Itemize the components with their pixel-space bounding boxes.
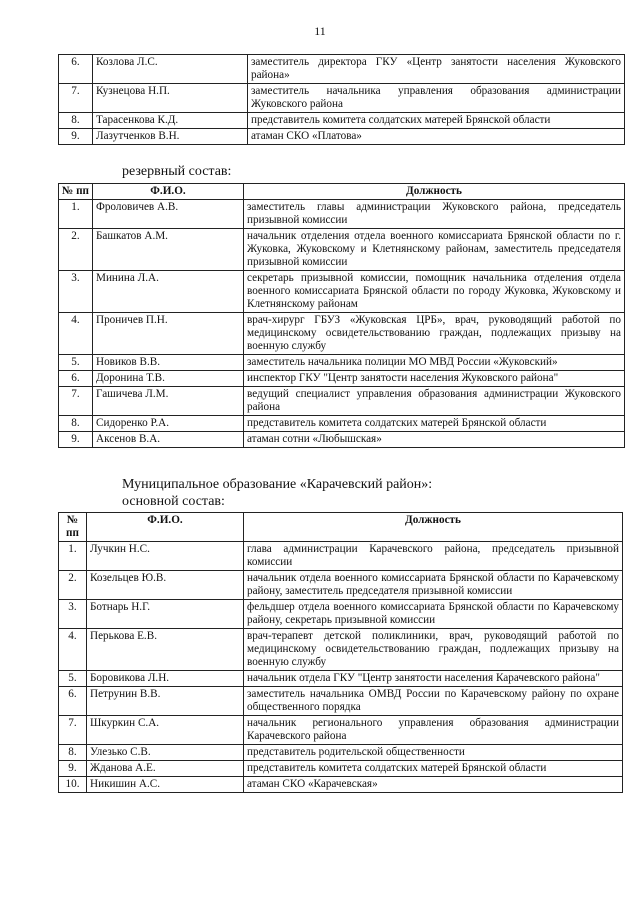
person-position: врач-хирург ГБУЗ «Жуковская ЦРБ», врач, руководящий работой по медицинскому освидетельствованию граждан, подлежащих призыву на военную службу — [244, 313, 625, 355]
person-position: начальник отдела ГКУ "Центр занятости населения Карачевского района" — [244, 671, 623, 687]
table-row — [59, 629, 623, 671]
row-number: 5. — [59, 355, 93, 371]
table-row — [59, 387, 625, 416]
table-reserve-composition — [58, 183, 625, 448]
person-position: атаман СКО «Карачевская» — [244, 777, 623, 793]
person-position: ведущий специалист управления образования администрации Жуковского района — [244, 387, 625, 416]
person-position: заместитель главы администрации Жуковского района, председатель призывной комиссии — [244, 200, 625, 229]
person-name: Башкатов А.М. — [93, 229, 244, 271]
table-row — [59, 55, 625, 84]
person-position: атаман сотни «Любышская» — [244, 432, 625, 448]
row-number: 4. — [59, 629, 87, 671]
person-name: Тарасенкова К.Д. — [93, 113, 248, 129]
person-position: заместитель начальника управления образования администрации Жуковского района — [248, 84, 625, 113]
table-row — [59, 745, 623, 761]
table-row — [59, 542, 623, 571]
row-number: 10. — [59, 777, 87, 793]
row-number: 7. — [59, 387, 93, 416]
person-name: Жданова А.Е. — [87, 761, 244, 777]
person-name: Фроловичев А.В. — [93, 200, 244, 229]
row-number: 3. — [59, 271, 93, 313]
table-row — [59, 355, 625, 371]
row-number: 1. — [59, 542, 87, 571]
person-position: начальник регионального управления образования администрации Карачевского района — [244, 716, 623, 745]
person-name: Проничев П.Н. — [93, 313, 244, 355]
header-num: № пп — [59, 184, 93, 200]
person-name: Шкуркин С.А. — [87, 716, 244, 745]
row-number: 5. — [59, 671, 87, 687]
header-position: Должность — [244, 513, 623, 542]
person-position: фельдшер отдела военного комиссариата Брянской области по Карачевскому району, секретарь призывной комиссии — [244, 600, 623, 629]
person-position: заместитель начальника полиции МО МВД России «Жуковский» — [244, 355, 625, 371]
person-position: глава администрации Карачевского района, председатель призывной комиссии — [244, 542, 623, 571]
person-position: атаман СКО «Платова» — [248, 129, 625, 145]
municipality-heading: Муниципальное образование «Карачевский район»: — [122, 477, 433, 492]
table-row — [59, 671, 623, 687]
header-name: Ф.И.О. — [93, 184, 244, 200]
row-number: 1. — [59, 200, 93, 229]
row-number: 9. — [59, 432, 93, 448]
person-name: Минина Л.А. — [93, 271, 244, 313]
header-position: Должность — [244, 184, 625, 200]
row-number: 2. — [59, 571, 87, 600]
person-name: Сидоренко Р.А. — [93, 416, 244, 432]
table-header-row — [59, 184, 625, 200]
table-row — [59, 687, 623, 716]
person-position: представитель комитета солдатских матерей Брянской области — [248, 113, 625, 129]
row-number: 2. — [59, 229, 93, 271]
table-row — [59, 600, 623, 629]
row-number: 8. — [59, 113, 93, 129]
table-row — [59, 313, 625, 355]
table-continued-main-composition — [58, 54, 625, 145]
person-name: Лучкин Н.С. — [87, 542, 244, 571]
main-composition-heading: основной состав: — [122, 494, 225, 509]
table-karachev-main-composition — [58, 512, 623, 793]
person-name: Козельцев Ю.В. — [87, 571, 244, 600]
row-number: 4. — [59, 313, 93, 355]
person-name: Гашичева Л.М. — [93, 387, 244, 416]
person-position: представитель родительской общественности — [244, 745, 623, 761]
person-name: Никишин А.С. — [87, 777, 244, 793]
row-number: 6. — [59, 55, 93, 84]
table-row — [59, 229, 625, 271]
row-number: 9. — [59, 129, 93, 145]
person-name: Доронина Т.В. — [93, 371, 244, 387]
person-position: начальник отделения отдела военного комиссариата Брянской области по г. Жуковка, Жуковскому и Клетнянскому районам, заместитель председателя призывной комиссии — [244, 229, 625, 271]
row-number: 6. — [59, 371, 93, 387]
row-number: 8. — [59, 416, 93, 432]
person-name: Улезько С.В. — [87, 745, 244, 761]
person-position: начальник отдела военного комиссариата Брянской области по Карачевскому району, заместитель председателя призывной комиссии — [244, 571, 623, 600]
person-name: Лазутченков В.Н. — [93, 129, 248, 145]
person-position: заместитель начальника ОМВД России по Карачевскому району по охране общественного порядка — [244, 687, 623, 716]
table-row — [59, 571, 623, 600]
table-row — [59, 716, 623, 745]
table-row — [59, 129, 625, 145]
person-name: Козлова Л.С. — [93, 55, 248, 84]
table-row — [59, 432, 625, 448]
person-position: представитель комитета солдатских матерей Брянской области — [244, 761, 623, 777]
person-position: врач-терапевт детской поликлиники, врач, руководящий работой по медицинскому освидетельствованию граждан, подлежащих призыву на военную службу — [244, 629, 623, 671]
table-row — [59, 271, 625, 313]
row-number: 8. — [59, 745, 87, 761]
table-row — [59, 777, 623, 793]
reserve-composition-heading: резервный состав: — [122, 164, 232, 179]
table-row — [59, 84, 625, 113]
page-number: 11 — [314, 24, 326, 38]
person-name: Петрунин В.В. — [87, 687, 244, 716]
table-row — [59, 761, 623, 777]
person-name: Аксенов В.А. — [93, 432, 244, 448]
header-name: Ф.И.О. — [87, 513, 244, 542]
person-name: Ботнарь Н.Г. — [87, 600, 244, 629]
person-position: заместитель директора ГКУ «Центр занятости населения Жуковского района» — [248, 55, 625, 84]
person-name: Новиков В.В. — [93, 355, 244, 371]
header-num: № пп — [59, 513, 87, 542]
person-name: Кузнецова Н.П. — [93, 84, 248, 113]
row-number: 6. — [59, 687, 87, 716]
row-number: 9. — [59, 761, 87, 777]
row-number: 7. — [59, 716, 87, 745]
table-header-row — [59, 513, 623, 542]
table-row — [59, 371, 625, 387]
person-position: инспектор ГКУ "Центр занятости населения Жуковского района" — [244, 371, 625, 387]
person-name: Боровикова Л.Н. — [87, 671, 244, 687]
table-row — [59, 113, 625, 129]
person-name: Перькова Е.В. — [87, 629, 244, 671]
row-number: 3. — [59, 600, 87, 629]
row-number: 7. — [59, 84, 93, 113]
table-row — [59, 416, 625, 432]
person-position: секретарь призывной комиссии, помощник начальника отделения отдела военного комиссариата Брянской области по городу Жуковка, Жуковскому и Клетнянскому районам — [244, 271, 625, 313]
person-position: представитель комитета солдатских матерей Брянской области — [244, 416, 625, 432]
table-row — [59, 200, 625, 229]
